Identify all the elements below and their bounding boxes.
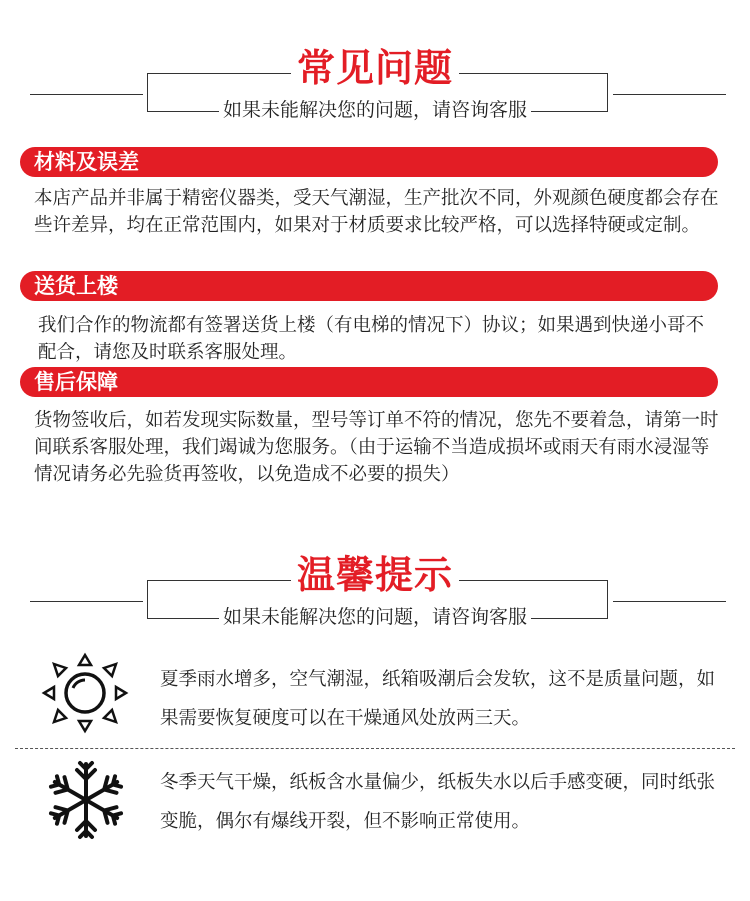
- faq-heading: [0, 40, 750, 150]
- tip-summer-text: 夏季雨水增多，空气潮湿，纸箱吸潮后会发软，这不是质量问题，如果需要恢复硬度可以在干燥通风处放两三天。: [160, 669, 716, 729]
- faq-text-aftersales: 货物签收后，如若发现实际数量，型号等订单不符的情况，您先不要着急，请第一时间联系客服处理，我们竭诚为您服务。（由于运输不当造成损坏或雨天有雨水浸湿等情况请务必先验货再签收，以免造成不必要的损失）: [34, 410, 719, 485]
- divider-left: [30, 94, 143, 95]
- faq-text-delivery: 我们合作的物流都有签署送货上楼（有电梯的情况下）协议；如果遇到快递小哥不配合，请您及时联系客服处理。: [38, 315, 705, 363]
- tip-winter-text: 冬季天气干燥，纸板含水量偏少，纸板失水以后手感变硬，同时纸张变脆，偶尔有爆线开裂，但不影响正常使用。: [160, 772, 716, 832]
- faq-heading-delivery: 送货上楼: [20, 271, 718, 301]
- tips-title: 温馨提示: [0, 552, 750, 598]
- faq-heading-aftersales: 售后保障: [20, 367, 718, 397]
- snowflake-icon: [46, 760, 126, 840]
- faq-title: 常见问题: [0, 45, 750, 91]
- dashed-separator: [15, 748, 735, 749]
- tips-heading: [0, 547, 750, 657]
- tips-subtitle: 如果未能解决您的问题，请咨询客服: [0, 605, 750, 629]
- divider-left: [30, 601, 143, 602]
- faq-heading-materials: 材料及误差: [20, 147, 718, 177]
- divider-right: [613, 601, 726, 602]
- faq-text-materials: 本店产品并非属于精密仪器类，受天气潮湿，生产批次不同，外观颜色硬度都会存在些许差异，均在正常范围内，如果对于材质要求比较严格，可以选择特硬或定制。: [34, 188, 719, 236]
- sun-icon: [40, 652, 130, 734]
- faq-subtitle: 如果未能解决您的问题，请咨询客服: [0, 98, 750, 122]
- divider-right: [613, 94, 726, 95]
